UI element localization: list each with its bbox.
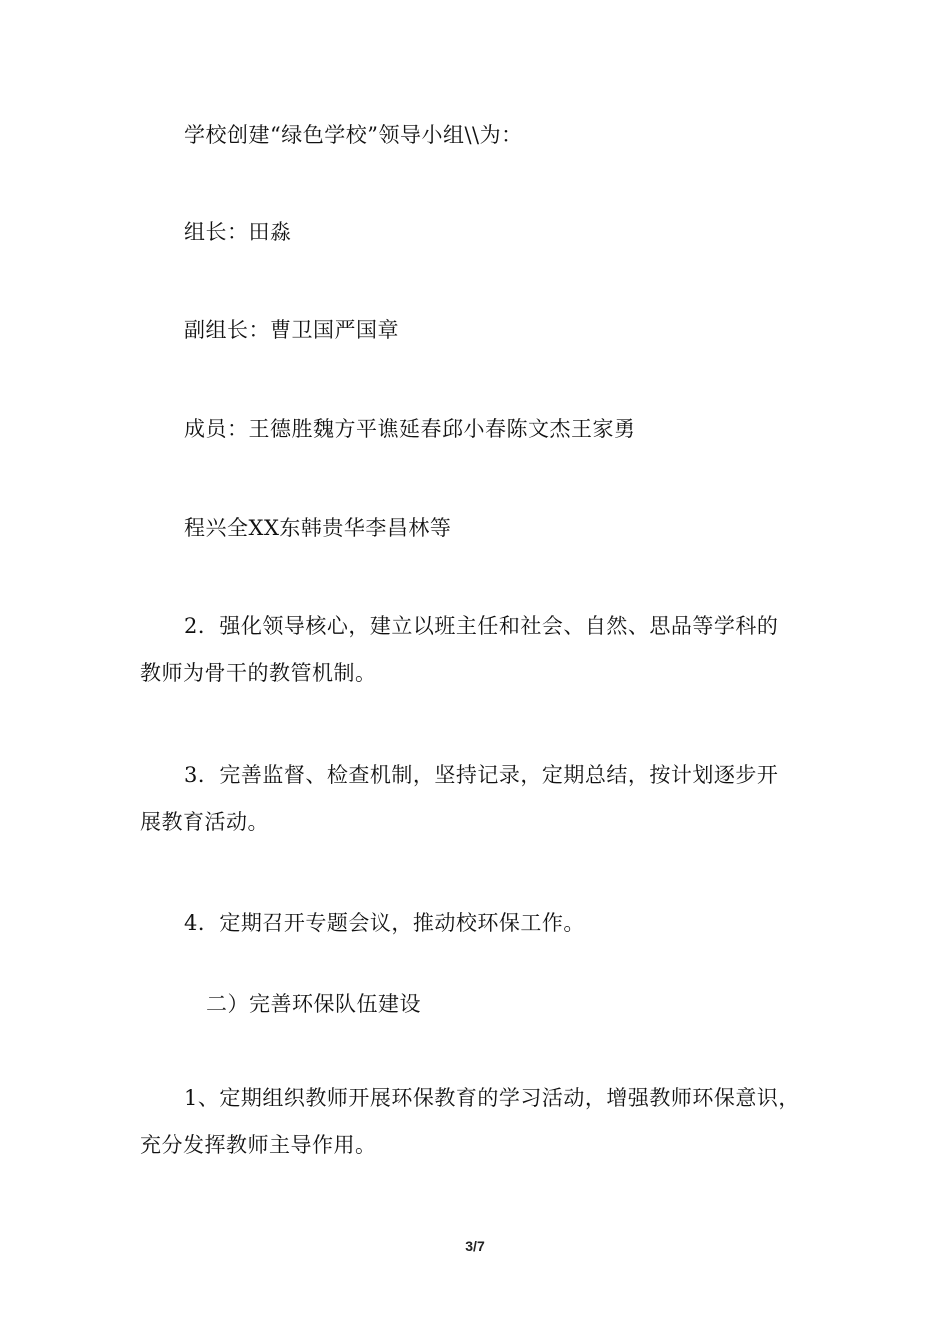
paragraph-line: 程兴全XX东韩贵华李昌林等 xyxy=(184,516,452,540)
paragraph-line: 3．完善监督、检查机制，坚持记录，定期总结，按计划逐步开 xyxy=(184,763,779,787)
paragraph-line: 组长：田淼 xyxy=(184,220,292,244)
paragraph-leadership-group xyxy=(140,112,856,159)
paragraph-line: 学校创建“绿色学校”领导小组\\为： xyxy=(184,123,523,147)
paragraph-item-2 xyxy=(140,603,812,697)
paragraph-line: 充分发挥教师主导作用。 xyxy=(140,1133,377,1157)
paragraph-line: 二）完善环保队伍建设 xyxy=(206,992,421,1016)
paragraph-line: 4．定期召开专题会议，推动校环保工作。 xyxy=(184,911,585,935)
paragraph-members-continued xyxy=(140,505,856,552)
paragraph-group-leader xyxy=(140,209,856,256)
page-number: 3/7 xyxy=(465,1238,485,1254)
paragraph-members xyxy=(140,406,856,453)
section-heading-team-building xyxy=(140,981,878,1028)
paragraph-deputy-leader xyxy=(140,307,856,354)
paragraph-line: 副组长：曹卫国严国章 xyxy=(184,318,399,342)
paragraph-team-item-1 xyxy=(140,1075,812,1169)
paragraph-item-3 xyxy=(140,752,812,846)
paragraph-line: 展教育活动。 xyxy=(140,810,269,834)
paragraph-line: 教师为骨干的教管机制。 xyxy=(140,661,377,685)
paragraph-line: 成员：王德胜魏方平谯延春邱小春陈文杰王家勇 xyxy=(184,417,636,441)
paragraph-line: 1、定期组织教师开展环保教育的学习活动，增强教师环保意识， xyxy=(184,1086,800,1110)
paragraph-line: 2．强化领导核心，建立以班主任和社会、自然、思品等学科的 xyxy=(184,614,779,638)
paragraph-item-4 xyxy=(140,900,856,947)
